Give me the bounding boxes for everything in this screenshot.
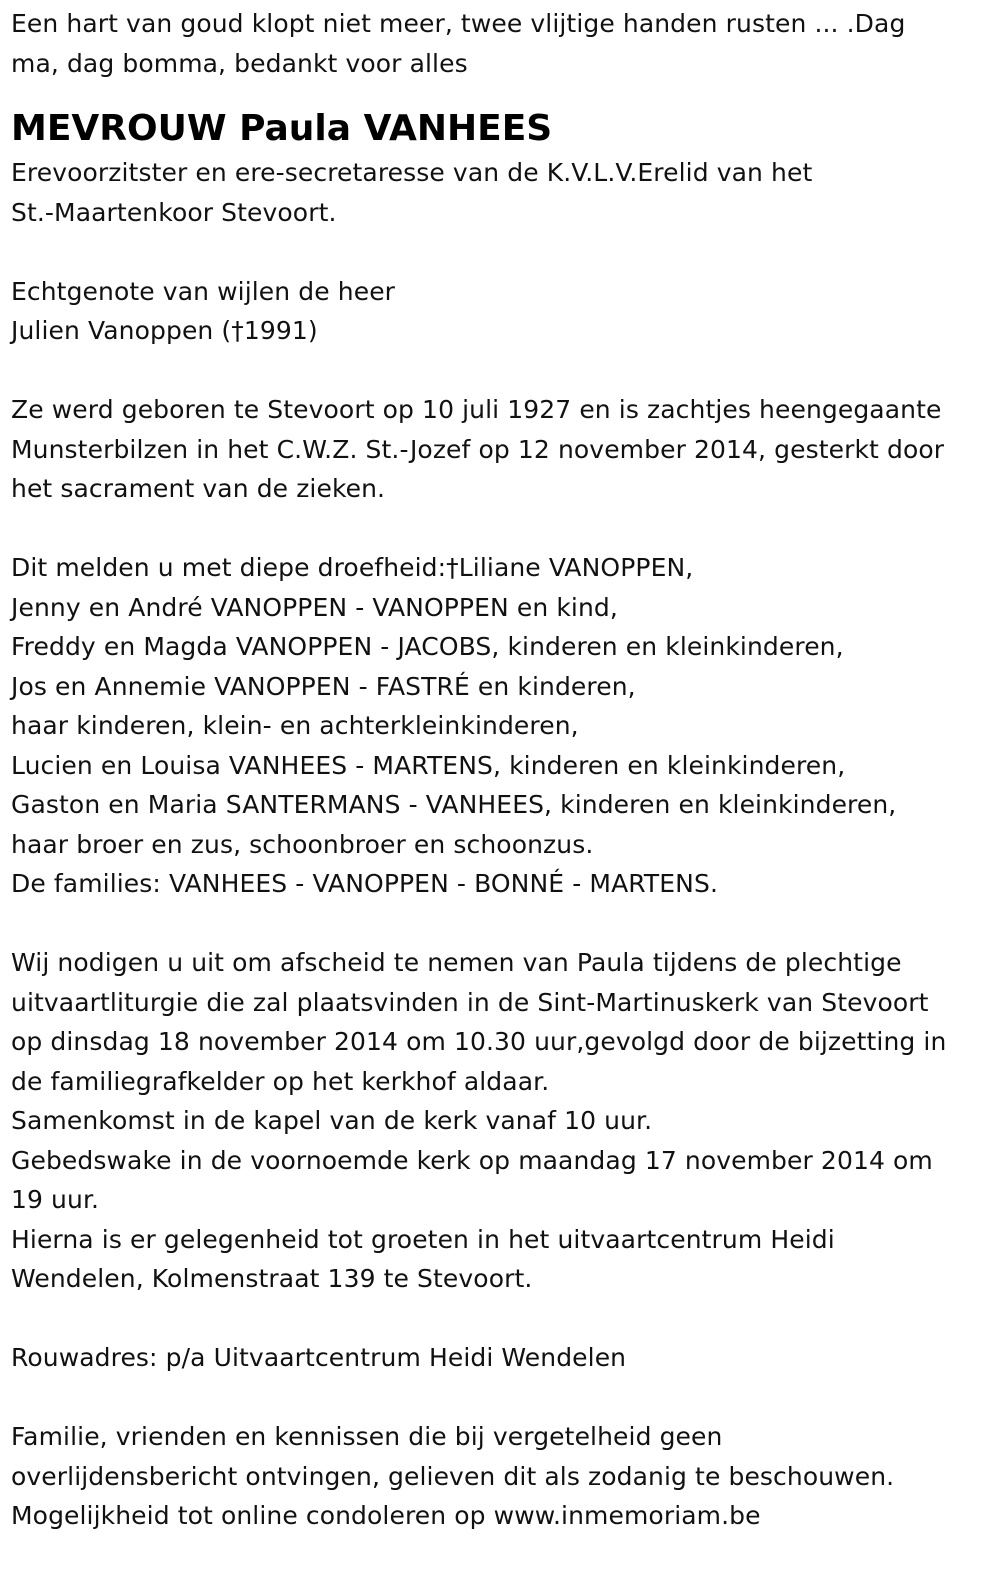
closing-section [11, 1417, 986, 1536]
family-line: Dit melden u met diepe droefheid:†Liliane VANOPPEN, [11, 553, 694, 582]
family-line: De families: VANHEES - VANOPPEN - BONNÉ - MARTENS. [11, 869, 719, 898]
birth-death-line: Munsterbilzen in het C.W.Z. St.-Jozef op 12 november 2014, gesterkt door [11, 434, 945, 464]
spouse-section [11, 272, 986, 351]
birth-death-line: Ze werd geboren te Stevoort op 10 juli 1927 en is zachtjes heengegaante [11, 395, 942, 424]
intro-line: ma, dag bomma, bedankt voor alles [11, 48, 468, 78]
service-line: op dinsdag 18 november 2014 om 10.30 uur,gevolgd door de bijzetting in [11, 1027, 947, 1056]
service-line: de familiegrafkelder op het kerkhof aldaar. [11, 1066, 550, 1096]
service-line: Hierna is er gelegenheid tot groeten in het uitvaartcentrum Heidi [11, 1224, 835, 1254]
family-line: haar kinderen, klein- en achterkleinkinderen, [11, 711, 579, 740]
role-line: Erevoorzitster en ere-secretaresse van de K.V.L.V.Erelid van het [11, 158, 813, 187]
service-line: Wendelen, Kolmenstraat 139 te Stevoort. [11, 1264, 533, 1293]
spacer [11, 904, 986, 944]
role-line: St.-Maartenkoor Stevoort. [11, 197, 337, 227]
closing-line: overlijdensbericht ontvingen, gelieven dit als zodanig te beschouwen. [11, 1461, 895, 1491]
spouse-line: Echtgenote van wijlen de heer [11, 276, 396, 306]
spacer [11, 232, 986, 272]
service-line: Gebedswake in de voornoemde kerk op maandag 17 november 2014 om [11, 1145, 933, 1175]
spouse-line: Julien Vanoppen (†1991) [11, 316, 318, 345]
spacer [11, 1378, 986, 1418]
obituary-notice [11, 4, 986, 1536]
family-line: haar broer en zus, schoonbroer en schoonzus. [11, 829, 594, 859]
service-line: uitvaartliturgie die zal plaatsvinden in de Sint-Martinuskerk van Stevoort [11, 987, 929, 1017]
service-line: Samenkomst in de kapel van de kerk vanaf 10 uur. [11, 1106, 653, 1135]
role-section [11, 153, 986, 232]
spacer [11, 1299, 986, 1339]
spacer [11, 351, 986, 391]
family-line: Jenny en André VANOPPEN - VANOPPEN en kind, [11, 592, 618, 622]
family-line: Freddy en Magda VANOPPEN - JACOBS, kinderen en kleinkinderen, [11, 632, 844, 661]
family-line: Gaston en Maria SANTERMANS - VANHEES, kinderen en kleinkinderen, [11, 790, 897, 819]
family-line: Lucien en Louisa VANHEES - MARTENS, kinderen en kleinkinderen, [11, 750, 846, 780]
deceased-name-title: MEVROUW Paula VANHEES [11, 108, 553, 149]
birth-death-line: het sacrament van de zieken. [11, 474, 386, 503]
family-section [11, 548, 986, 904]
birth-death-section [11, 390, 986, 509]
closing-line: Mogelijkheid tot online condoleren op www.inmemoriam.be [11, 1501, 761, 1530]
family-line: Jos en Annemie VANOPPEN - FASTRÉ en kinderen, [11, 671, 636, 701]
service-line: Wij nodigen u uit om afscheid te nemen van Paula tijdens de plechtige [11, 948, 902, 977]
spacer [11, 509, 986, 549]
intro-line: Een hart van goud klopt niet meer, twee vlijtige handen rusten ... .Dag [11, 9, 906, 38]
service-section [11, 943, 986, 1299]
mourning-address: Rouwadres: p/a Uitvaartcentrum Heidi Wendelen [11, 1343, 627, 1372]
intro-section [11, 4, 986, 83]
closing-line: Familie, vrienden en kennissen die bij vergetelheid geen [11, 1422, 723, 1451]
service-line: 19 uur. [11, 1185, 100, 1214]
